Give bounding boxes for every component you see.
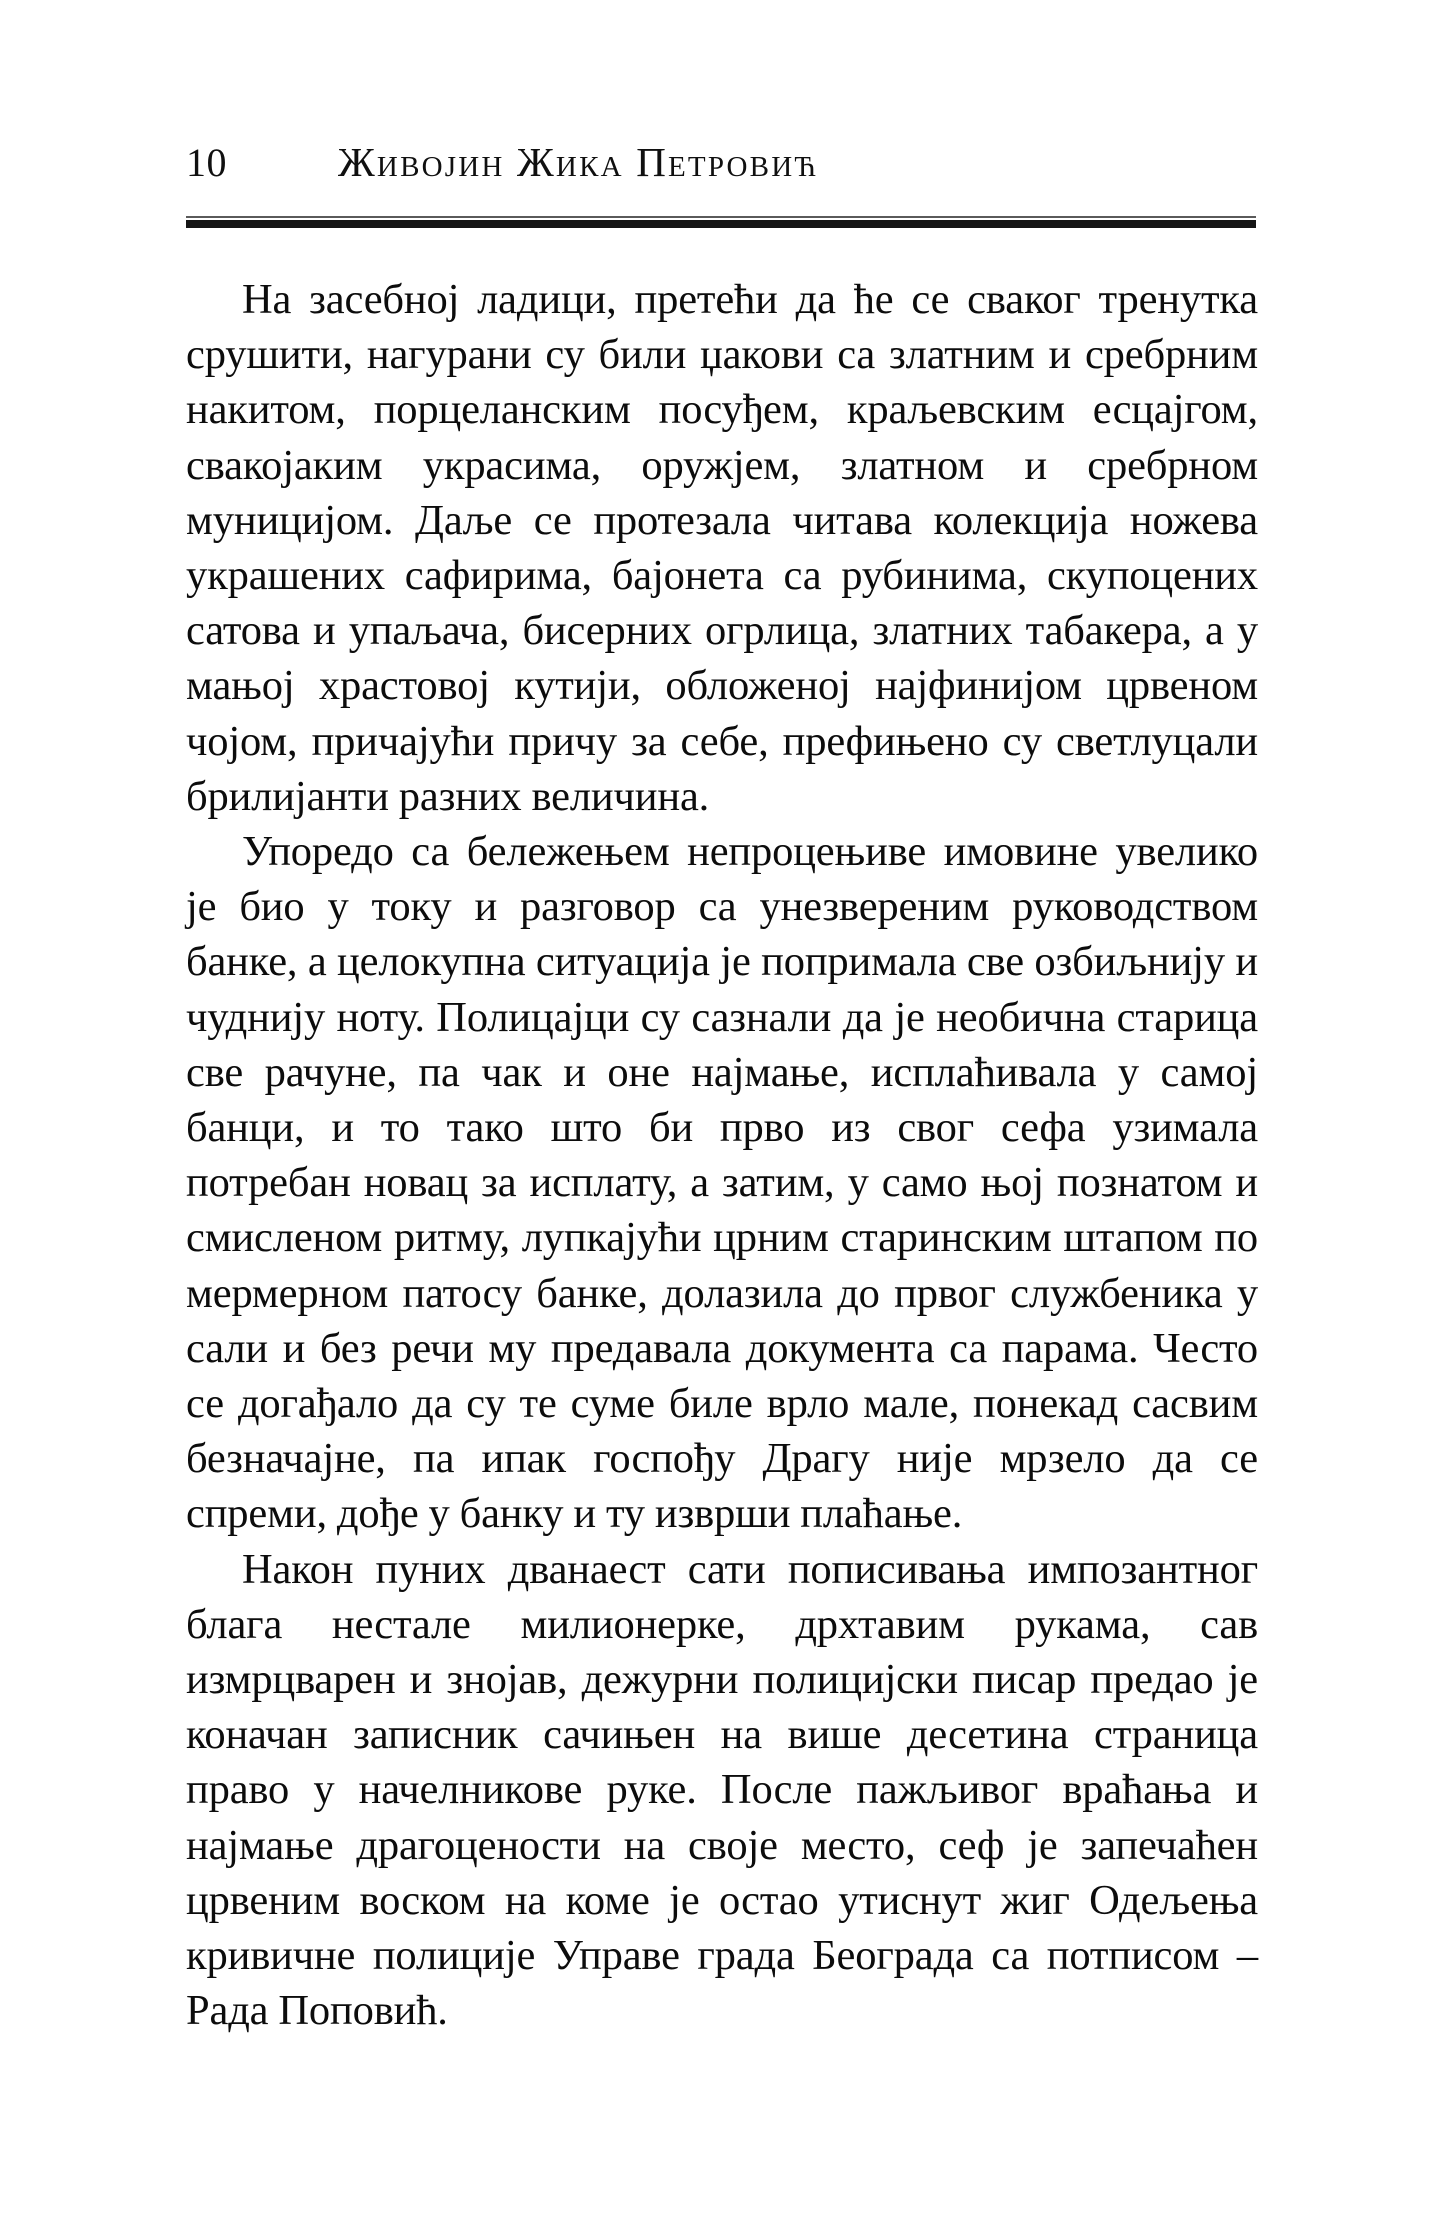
header-rule-hairline: [186, 216, 1256, 218]
paragraph: На засебној ладици, претећи да ће се сваког тренутка срушити, нагурани су били џакови са златним и сребрним накитом, порцеланским посуђем, краљевским есцајгом, свакојаким украсима, оружјем, златном и сребрном муницијом. Даље се протезала читава колекција ножева украшених сафирима, бајонета са рубинима, скупоцених сатова и упаљача, бисерних огрлица, златних табакера, а у мањој храстовој кутији, обложеној најфинијом црвеном чојом, причајући причу за себе, префињено су светлуцали брилијанти разних величина.: [186, 276, 1258, 820]
paragraph: Након пуних дванаест сати пописивања импозантног блага нестале милионерке, дрхтавим рукама, сав измрцварен и знојав, дежурни полицијски писар предао је коначан записник сачињен на више десетина страница право у начелникове руке. После пажљивог враћања и најмање драгоцености на своје место, сеф је запечаћен црвеним воском на коме је остао утиснут жиг Одељења кривичне полиције Управе града Београда са потписом – Рада Поповић.: [186, 1545, 1258, 2035]
paragraph: Упоредо са бележењем непроцењиве имовине увелико је био у току и разговор са унезвереним руководством банке, а целокупна ситуација је попримала све озбиљнију и чуднију ноту. Полицајци су сазнали да је необична старица све рачуне, па чак и оне најмање, исплаћивала у самој банци, и то тако што би прво из свог сефа узимала потребан новац за исплату, а затим, у само њој познатом и смисленом ритму, лупкајући црним старинским штапом по мермерном патосу банке, долазила до првог службеника у сали и без речи му предавала документа са парама. Често се догађало да су те суме биле врло мале, понекад сасвим безначајне, па ипак госпођу Драгу није мрзело да се спреми, дође у банку и ту изврши плаћање.: [186, 828, 1258, 1538]
header-rule-thick: [186, 220, 1256, 228]
body-text: [186, 272, 1258, 2039]
running-head-title: Живојин Жика Петровић: [338, 139, 819, 185]
header-rule: [186, 216, 1256, 228]
page-number: 10: [186, 140, 227, 185]
running-head: [186, 139, 1258, 204]
